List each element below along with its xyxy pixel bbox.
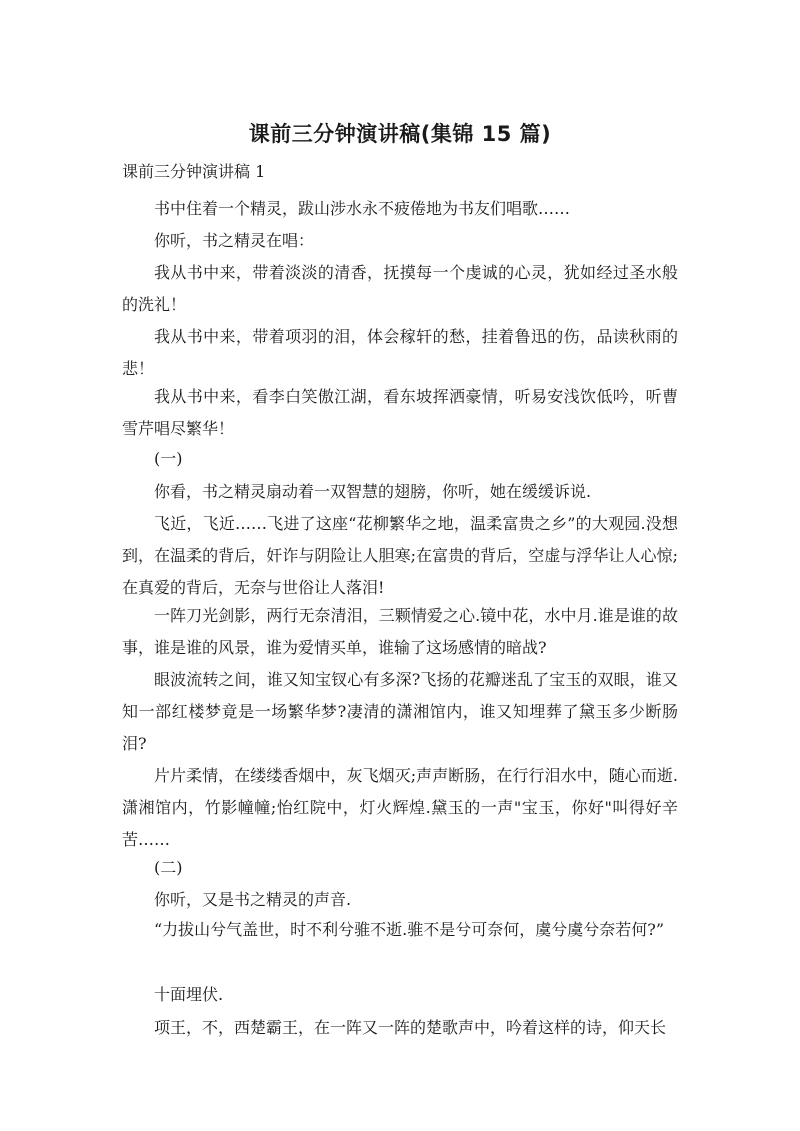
paragraph: 项王，不，西楚霸王，在一阵又一阵的楚歌声中，吟着这样的诗，仰天长 bbox=[154, 1018, 667, 1037]
paragraph: 书中住着一个精灵，跋山涉水永不疲倦地为书友们唱歌…… bbox=[154, 199, 571, 218]
paragraph: 我从书中来，看李白笑傲江湖，看东坡挥洒豪情，听易安浅饮低吟，听曹雪芹唱尽繁华！ bbox=[122, 387, 678, 438]
paragraph: 飞近，飞近……飞进了这座“花柳繁华之地，温柔富贵之乡”的大观园.没想到，在温柔的背后，奸诈与阴险让人胆寒;在富贵的背后，空虚与浮华让人心惊;在真爱的背后，无奈与世俗让人落泪! bbox=[122, 514, 678, 597]
paragraph: 一阵刀光剑影，两行无奈清泪，三颗情爱之心.镜中花，水中月.谁是谁的故事，谁是谁的风景，谁为爱情买单，谁输了这场感情的暗战? bbox=[122, 606, 678, 657]
section-heading: 课前三分钟演讲稿 1 bbox=[122, 162, 266, 181]
paragraph: 你看，书之精灵扇动着一双智慧的翅膀，你听，她在缓缓诉说. bbox=[154, 482, 592, 501]
section-marker: (二) bbox=[154, 858, 183, 877]
paragraph: 我从书中来，带着淡淡的清香，抚摸每一个虔诚的心灵，犹如经过圣水般的洗礼！ bbox=[122, 263, 678, 314]
paragraph: 我从书中来，带着项羽的泪，体会稼轩的愁，挂着鲁迅的伤，品读秋雨的悲！ bbox=[122, 327, 678, 378]
paragraph: 你听，又是书之精灵的声音. bbox=[154, 890, 352, 909]
document-title: 课前三分钟演讲稿(集锦 15 篇) bbox=[248, 122, 552, 146]
paragraph: 片片柔情，在缕缕香烟中，灰飞烟灭;声声断肠，在行行泪水中，随心而逝.潇湘馆内，竹影幢幢;怡红院中，灯火辉煌.黛玉的一声"宝玉，你好"叫得好辛苦…… bbox=[122, 766, 678, 849]
quote-paragraph: “力拔山兮气盖世，时不利兮骓不逝.骓不是兮可奈何，虞兮虞兮奈若何?” bbox=[154, 920, 665, 939]
paragraph: 你听，书之精灵在唱： bbox=[154, 231, 315, 250]
paragraph: 眼波流转之间，谁又知宝钗心有多深?飞扬的花瓣迷乱了宝玉的双眼，谁又知一部红楼梦竟是一场繁华梦?凄清的潇湘馆内，谁又知埋葬了黛玉多少断肠泪? bbox=[122, 670, 678, 753]
paragraph: 十面埋伏. bbox=[154, 985, 224, 1004]
section-marker: (一) bbox=[154, 449, 183, 468]
